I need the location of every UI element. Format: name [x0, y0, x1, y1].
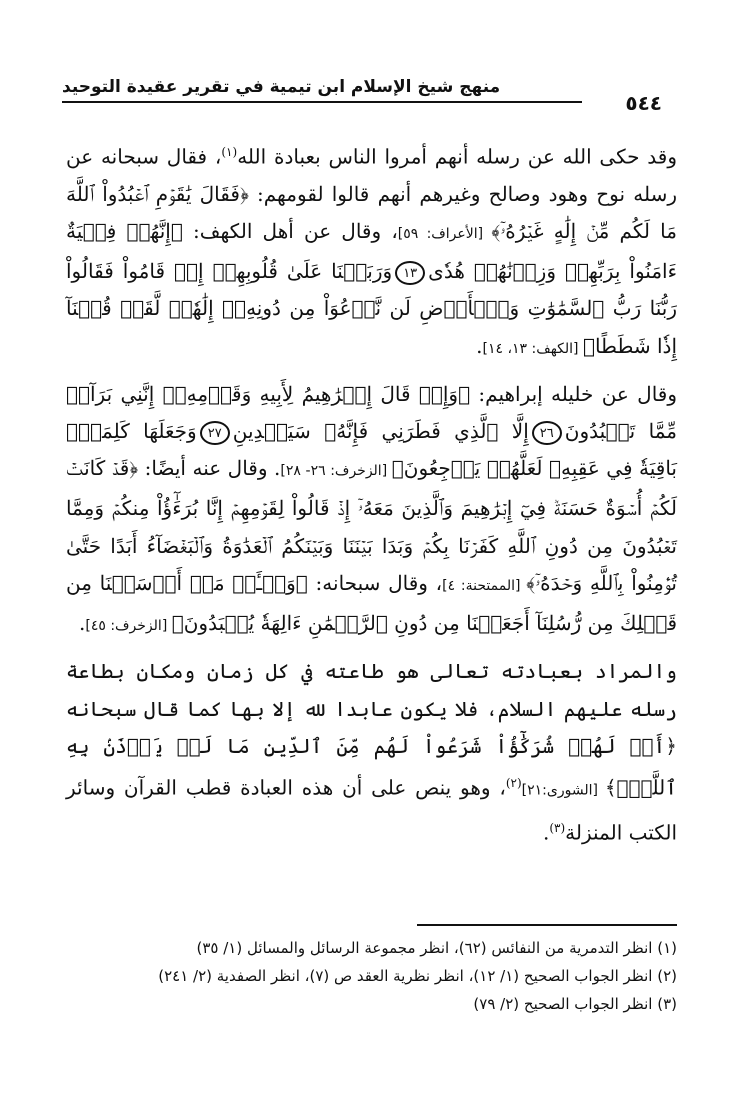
verse-reference: [الزخرف: ٢٦- ٢٨] [280, 463, 392, 480]
verse-reference: [الكهف: ١٣، ١٤] [482, 340, 583, 357]
text: ، فقال سبحانه عن رسله نوح وهود وصالح وغيرهم أنهم قالوا لقومهم: [66, 144, 677, 206]
text: وقال عن خليله إبراهيم: [470, 381, 678, 406]
quran-verse: وَجَعَلَهَا كَلِمَةَۢ بَاقِيَةٗ فِي عَقِبِهِۦ لَعَلَّهُمۡ يَرۡجِعُونَ﴾ [66, 419, 678, 481]
text: ، وقال عن أهل الكهف: [182, 219, 398, 244]
paragraph-2 [66, 376, 677, 645]
footnote-ref-3: (٣) [549, 820, 566, 835]
footnotes [66, 934, 677, 1018]
verse-reference: [الشورى:٢١] [521, 782, 605, 799]
quran-verse: وَرَبَطۡنَا عَلَىٰ قُلُوبِهِمۡ إِذۡ قَامُواْ فَقَالُواْ رَبُّنَا رَبُّ ٱلسَّمَٰوَٰتِ وَٱلۡأَرۡضِ لَن نَّدۡعُوَاْ مِن دُونِهِۦٓ إِلَٰهٗاۖ لَّقَدۡ قُلۡنَآ إِذٗا شَطَطًا﴾ [66, 259, 677, 358]
quran-verse: ﴿إِنَّهُمۡ فِتۡيَةٌ ءَامَنُواْ بِرَبِّهِمۡ وَزِدۡنَٰهُمۡ هُدٗى [66, 219, 677, 284]
paragraph-1 [66, 134, 677, 368]
quran-verse: إِلَّا ٱلَّذِي فَطَرَنِي فَإِنَّهُۥ سَيَهۡدِينِ [232, 419, 529, 444]
text: ، وقال سبحانه: [307, 570, 443, 595]
running-header [62, 72, 679, 102]
text: والمراد بعبادته تعالى هو طاعته في كل زمان ومكان بطاعة رسله عليهم السلام، فلا يكون عابدا لله إلا بها كما قال سبحانه [66, 659, 677, 721]
verse-reference: [الأعراف: ٥٩] [397, 226, 492, 243]
quran-verse: ﴿فَقَالَ يَٰقَوۡمِ ٱعۡبُدُواْ ٱللَّهَ مَا لَكُم مِّنۡ إِلَٰهٍ غَيۡرُهُۥٓ﴾ [66, 181, 677, 244]
quran-verse: ﴿قَدۡ كَانَتۡ لَكُمۡ أُسۡوَةٌ حَسَنَةٞ فِيٓ إِبۡرَٰهِيمَ وَٱلَّذِينَ مَعَهُۥٓ إِذۡ قَالُواْ لِقَوۡمِهِمۡ إِنَّا بُرَءَٰٓؤُاْ مِنكُمۡ وَمِمَّا تَعۡبُدُونَ مِن دُونِ ٱللَّهِ كَفَرۡنَا بِكُمۡ وَبَدَا بَيۡنَنَا وَبَيۡنَكُمُ ٱلۡعَدَٰوَةُ وَٱلۡبَغۡضَآءُ أَبَدًا حَتَّىٰ تُؤۡمِنُواْ بِٱللَّهِ وَحۡدَهُۥٓ﴾ [66, 456, 677, 595]
header-rule [62, 101, 582, 103]
quran-verse: ﴿وَإِذۡ قَالَ إِبۡرَٰهِيمُ لِأَبِيهِ وَقَوۡمِهِۦٓ إِنَّنِي بَرَآءٞ مِّمَّا تَعۡبُدُونَ [66, 381, 677, 444]
text: . [79, 611, 86, 636]
ayah-number-marker: ٢٧ [200, 421, 230, 445]
paragraph-3 [66, 653, 677, 851]
footnote-2: (٢) انظر الجواب الصحيح (١/ ١٢)، انظر نظرية العقد ص (٧)، انظر الصفدية (٢/ ٢٤١) [158, 967, 677, 985]
verse-reference: [الممتحنة: ٤] [442, 577, 527, 594]
text: ، وهو ينص على أن هذه العبادة قطب القرآن وسائر الكتب المنزلة [66, 775, 677, 845]
main-text [66, 134, 677, 852]
text: . وقال عنه أيضًا: [138, 456, 281, 481]
running-header-title: منهج شيخ الإسلام ابن تيمية في تقرير عقيدة التوحيد [62, 77, 501, 97]
footnote-3: (٣) انظر الجواب الصحيح (٢/ ٧٩) [473, 995, 677, 1013]
ayah-number-marker: ٢٦ [532, 421, 562, 445]
text: . [476, 333, 483, 358]
ayah-number-marker: ١٣ [395, 261, 425, 285]
verse-reference: [الزخرف: ٤٥] [85, 618, 172, 635]
quran-verse: ﴿وَسۡـَٔلۡ مَنۡ أَرۡسَلۡنَا مِن قَبۡلِكَ مِن رُّسُلِنَآ أَجَعَلۡنَا مِن دُونِ ٱلرَّحۡمَٰنِ ءَالِهَةٗ يُعۡبَدُونَ﴾ [66, 570, 677, 636]
text: . [542, 820, 550, 845]
footnote-ref-2: (٢) [505, 775, 522, 790]
text: وقد حكى الله عن رسله أنهم أمروا الناس بعبادة الله [237, 144, 678, 169]
page-number: ٥٤٤ [625, 91, 662, 115]
footnote-separator [417, 924, 677, 926]
quran-verse: ﴿أَمۡ لَهُمۡ شُرَكَٰٓؤُاْ شَرَعُواْ لَهُم مِّنَ ٱلدِّينِ مَا لَمۡ يَأۡذَنۢ بِهِ ٱللَّهُۚ﴾ [66, 733, 677, 800]
footnote-ref-1: (١) [221, 145, 238, 159]
footnote-1: (١) انظر التدمرية من النفائس (٦٢)، انظر مجموعة الرسائل والمسائل (١/ ٣٥) [196, 939, 677, 957]
